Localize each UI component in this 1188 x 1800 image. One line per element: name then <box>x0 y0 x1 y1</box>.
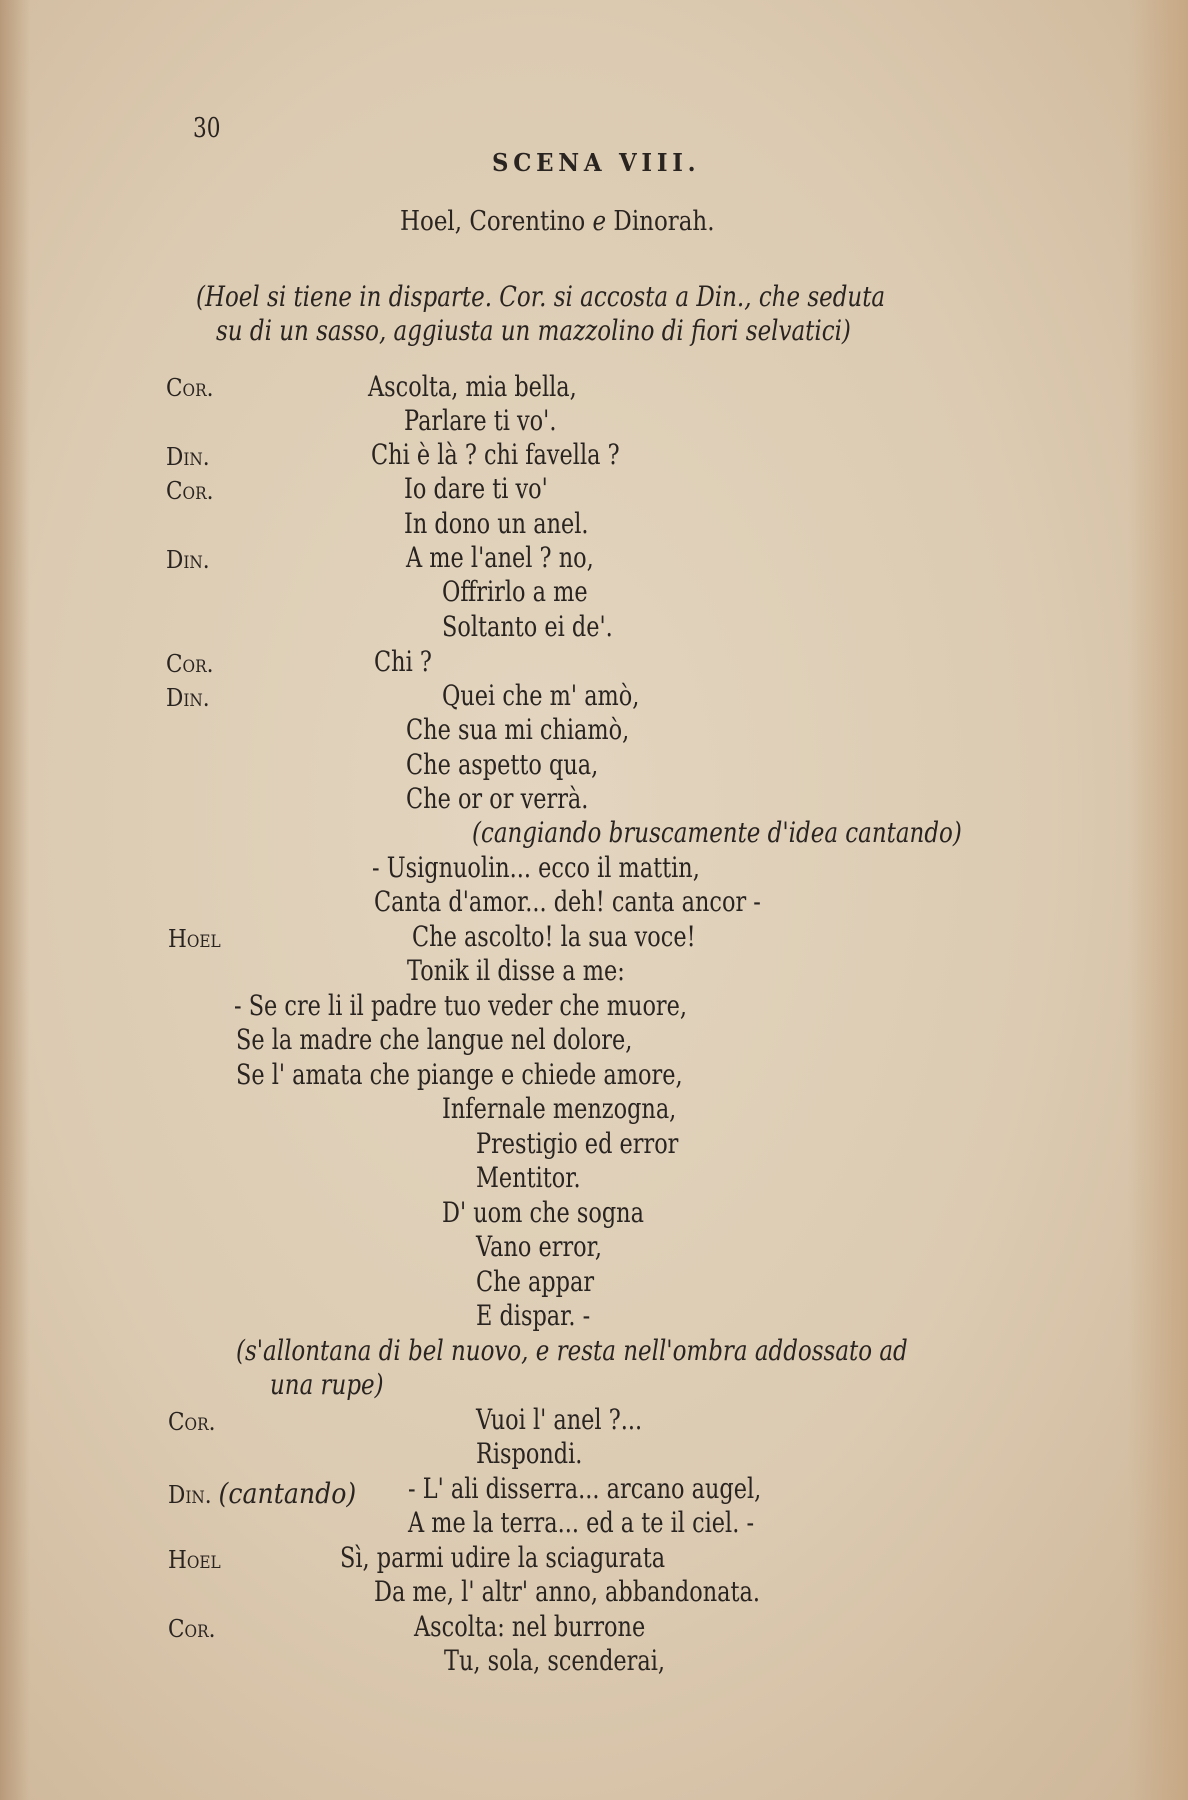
verse-line: - Se cre li il padre tuo veder che muore, <box>234 989 688 1022</box>
stage-direction: (Hoel si tiene in disparte. Cor. si accosta a Din., che seduta <box>196 280 886 313</box>
verse-line: Canta d'amor... deh! canta ancor - <box>374 885 761 918</box>
characters-heading <box>400 206 714 237</box>
speaker-label: Din. <box>166 684 210 712</box>
verse-line: - L' ali disserra... arcano augel, <box>408 1472 762 1505</box>
verse-line: Soltanto ei de'. <box>442 610 613 643</box>
verse-line: Infernale menzogna, <box>442 1092 677 1125</box>
verse-line: Ascolta: nel burrone <box>414 1610 646 1643</box>
verse-line: Se la madre che langue nel dolore, <box>236 1023 633 1056</box>
verse-line: Da me, l' altr' anno, abbandonata. <box>374 1575 760 1608</box>
speaker-label: Hoel <box>168 1546 221 1574</box>
verse-line: Parlare ti vo'. <box>404 404 557 437</box>
speaker-label: Din. <box>166 443 210 471</box>
speaker-note: (cantando) <box>218 1477 357 1510</box>
verse-line: Quei che m' amò, <box>442 679 640 712</box>
speaker-label: Hoel <box>168 925 221 953</box>
page-number: 30 <box>193 113 221 144</box>
verse-line: Che or or verrà. <box>406 782 589 815</box>
verse-line: Che ascolto! la sua voce! <box>412 920 696 953</box>
speaker-label: Din. <box>166 546 210 574</box>
stage-direction: su di un sasso, aggiusta un mazzolino di fiori selvatici) <box>216 314 851 347</box>
verse-line: Sì, parmi udire la sciagurata <box>340 1541 666 1574</box>
verse-line: A me l'anel ? no, <box>406 541 594 574</box>
speaker-label: Cor. <box>166 650 214 678</box>
speaker-label: Cor. <box>166 477 214 505</box>
stage-direction: (cangiando bruscamente d'idea cantando) <box>472 816 962 849</box>
speaker-name: Din. <box>168 1481 212 1509</box>
verse-line: Che sua mi chiamò, <box>406 713 630 746</box>
characters-conjunction: e <box>592 206 607 237</box>
speaker-label: Cor. <box>168 1408 216 1436</box>
stage-direction: (s'allontana di bel nuovo, e resta nell'ombra addossato ad <box>236 1334 908 1367</box>
verse-line: Mentitor. <box>476 1161 581 1194</box>
page-shadow-right <box>1128 0 1188 1800</box>
verse-line: Prestigio ed error <box>476 1127 679 1160</box>
verse-line: Vuoi l' anel ?... <box>476 1403 643 1436</box>
verse-line: In dono un anel. <box>404 507 589 540</box>
verse-line: Vano error, <box>476 1230 603 1263</box>
verse-line: Se l' amata che piange e chiede amore, <box>236 1058 683 1091</box>
verse-line: E dispar. - <box>476 1299 591 1332</box>
speaker-label-din-cantando <box>168 1477 356 1510</box>
verse-line: Offrirlo a me <box>442 575 588 608</box>
characters-part2: Dinorah. <box>613 206 715 237</box>
page-shadow-left <box>0 0 30 1800</box>
verse-line: Che appar <box>476 1265 595 1298</box>
verse-line: Io dare ti vo' <box>404 472 548 505</box>
verse-line: A me la terra... ed a te il ciel. - <box>408 1506 755 1539</box>
scene-title: SCENA VIII. <box>492 148 701 177</box>
verse-line: - Usignuolin... ecco il mattin, <box>372 851 700 884</box>
verse-line: Rispondi. <box>476 1437 583 1470</box>
verse-line: D' uom che sogna <box>442 1196 644 1229</box>
speaker-label: Cor. <box>168 1615 216 1643</box>
verse-line: Tu, sola, scenderai, <box>444 1644 666 1677</box>
verse-line: Chi ? <box>374 645 432 678</box>
speaker-label: Cor. <box>166 374 214 402</box>
verse-line: Tonik il disse a me: <box>407 954 625 987</box>
verse-line: Che aspetto qua, <box>406 748 599 781</box>
verse-line: Chi è là ? chi favella ? <box>371 438 620 471</box>
characters-part1: Hoel, Corentino <box>400 206 586 237</box>
verse-line: Ascolta, mia bella, <box>368 370 577 403</box>
stage-direction: una rupe) <box>270 1368 384 1401</box>
